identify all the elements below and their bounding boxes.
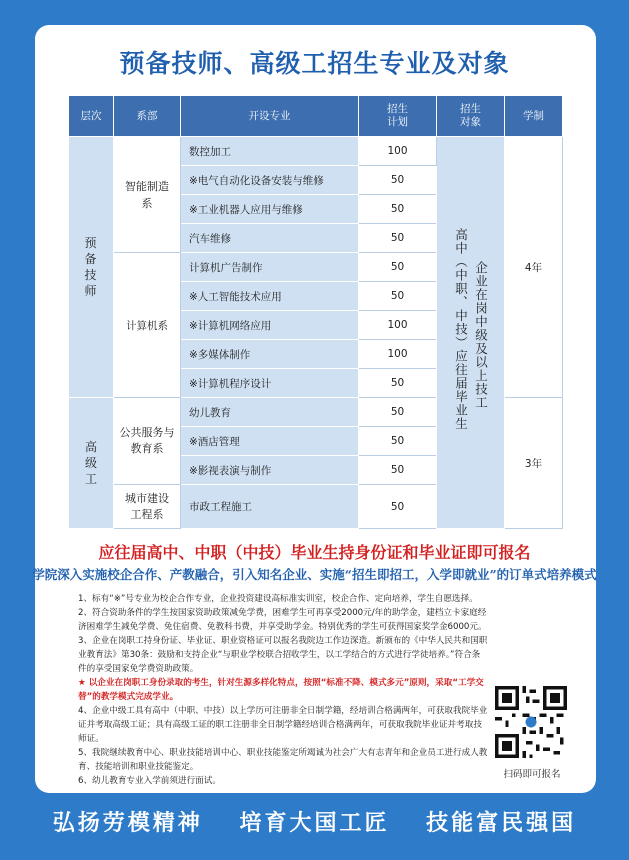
note-4: 4、企业中级工具有高中（中职、中技）以上学历可注册非全日制学籍，经培训合格满两年，可获取我院毕业证并考取高级工证；具有高级工证的职工注册非全日制学籍经培训合格满两年，可获取我院毕业证并考取技师证。 bbox=[78, 706, 488, 744]
target-text-2: 企业在岗中级及以上技工 bbox=[473, 261, 489, 410]
slogan-2: 培育大国工匠 bbox=[239, 811, 390, 836]
table-row-plan: 100 bbox=[359, 137, 437, 166]
table-row-major: ※计算机网络应用 bbox=[181, 311, 359, 340]
note-5: 5、我院继续教育中心、职业技能培训中心、职业技能鉴定所竭诚为社会广大有志青年和企业员工进行成人教育、技能培训和职业技能鉴定。 bbox=[78, 748, 488, 772]
footer-slogan bbox=[0, 806, 629, 837]
enrollment-call: 应往届高中、中职（中技）毕业生持身份证和毕业证即可报名 bbox=[98, 543, 531, 562]
table-row-plan: 100 bbox=[359, 340, 437, 369]
dept-label-3: 公共服务与教育系 bbox=[119, 426, 175, 455]
table-row-major: ※酒店管理 bbox=[181, 427, 359, 456]
years-cell-1: 4年 bbox=[505, 137, 563, 398]
table-row-plan: 50 bbox=[359, 485, 437, 529]
table-row-major: ※多媒体制作 bbox=[181, 340, 359, 369]
table-row-major: ※计算机程序设计 bbox=[181, 369, 359, 398]
slogan-1: 弘扬劳模精神 bbox=[52, 811, 203, 836]
table-row-plan: 50 bbox=[359, 195, 437, 224]
dept-label-4: 城市建设工程系 bbox=[125, 491, 169, 521]
qr-caption: 扫码即可报名 bbox=[503, 769, 561, 780]
notes-block bbox=[78, 592, 488, 788]
target-cell bbox=[437, 137, 505, 529]
table-row-major: ※工业机器人应用与维修 bbox=[181, 195, 359, 224]
dept-cell-2: 计算机系 bbox=[114, 253, 181, 398]
header-dept: 系部 bbox=[114, 96, 181, 137]
note-6: 6、幼儿教育专业入学前须进行面试。 bbox=[78, 776, 221, 786]
table-row-major: 市政工程施工 bbox=[181, 485, 359, 529]
years-cell-2: 3年 bbox=[505, 398, 563, 529]
header-plan-text: 招生 计划 bbox=[387, 103, 408, 128]
note-1: 1、标有“※”号专业为校企合作专业，企业投资建设高标准实训室，校企合作、定向培养，学生自愿选择。 bbox=[78, 594, 478, 604]
slogan-3: 技能富民强国 bbox=[426, 811, 577, 836]
level-cell-2 bbox=[69, 398, 114, 529]
table-row-plan: 50 bbox=[359, 369, 437, 398]
header-target bbox=[437, 96, 505, 137]
table-row-plan: 50 bbox=[359, 253, 437, 282]
level-label-1: 预备技师 bbox=[84, 236, 98, 298]
table-row-plan: 50 bbox=[359, 398, 437, 427]
table-row-plan: 50 bbox=[359, 282, 437, 311]
table-row-plan: 50 bbox=[359, 427, 437, 456]
qr-code-icon[interactable] bbox=[495, 686, 567, 758]
note-star: ★ 以企业在岗职工身份录取的考生，针对生源多样化特点，按照“标准不降、模式多元”原则，采取“工学交替”的教学模式完成学业。 bbox=[78, 678, 484, 702]
table-row-plan: 50 bbox=[359, 456, 437, 485]
level-cell-1 bbox=[69, 137, 114, 398]
model-statement: 学院深入实施校企合作、产教融合，引入知名企业、实施“招生即招工，入学即就业”的订单式培养模式 bbox=[32, 567, 597, 582]
table-row-major: 汽车维修 bbox=[181, 224, 359, 253]
note-3: 3、企业在岗职工持身份证、毕业证、职业资格证可以报名我院边工作边深造。新颁布的《中华人民共和国职业教育法》第30条：鼓励和支持企业“与职业学校联合招收学生，以工学结合的方式进行学徒培养。”符合条件的享受国家免学费资助政策。 bbox=[78, 636, 488, 674]
table-row-plan: 50 bbox=[359, 166, 437, 195]
table-row-major: ※人工智能技术应用 bbox=[181, 282, 359, 311]
header-level: 层次 bbox=[69, 96, 114, 137]
table-row-plan: 100 bbox=[359, 311, 437, 340]
table-row-major: 幼儿教育 bbox=[181, 398, 359, 427]
header-target-text: 招生 对象 bbox=[460, 103, 481, 128]
table-row-major: ※影视表演与制作 bbox=[181, 456, 359, 485]
table-row-major: 数控加工 bbox=[181, 137, 359, 166]
dept-cell-4 bbox=[114, 485, 181, 529]
dept-label-1: 智能制造系 bbox=[125, 179, 169, 210]
dept-cell-1 bbox=[114, 137, 181, 253]
table-row-major: 计算机广告制作 bbox=[181, 253, 359, 282]
table-row-plan: 50 bbox=[359, 224, 437, 253]
dept-cell-3 bbox=[114, 398, 181, 485]
level-label-2: 高级工 bbox=[84, 440, 97, 486]
header-plan bbox=[359, 96, 437, 137]
page-title: 预备技师、高级工招生专业及对象 bbox=[119, 49, 510, 78]
header-years: 学制 bbox=[505, 96, 563, 137]
header-major: 开设专业 bbox=[181, 96, 359, 137]
note-2: 2、符合资助条件的学生按国家资助政策减免学费，困难学生可再享受2000元/年的助学金，建档立卡家庭经济困难学生减免学费、免住宿费、免教科书费，并享受助学金。特别优秀的学生可获得国家奖学金6000元。 bbox=[78, 608, 487, 632]
table-row-major: ※电气自动化设备安装与维修 bbox=[181, 166, 359, 195]
enrollment-table bbox=[68, 95, 563, 529]
target-text-1: 高中（中职、中技）应往届毕业生 bbox=[453, 228, 469, 431]
